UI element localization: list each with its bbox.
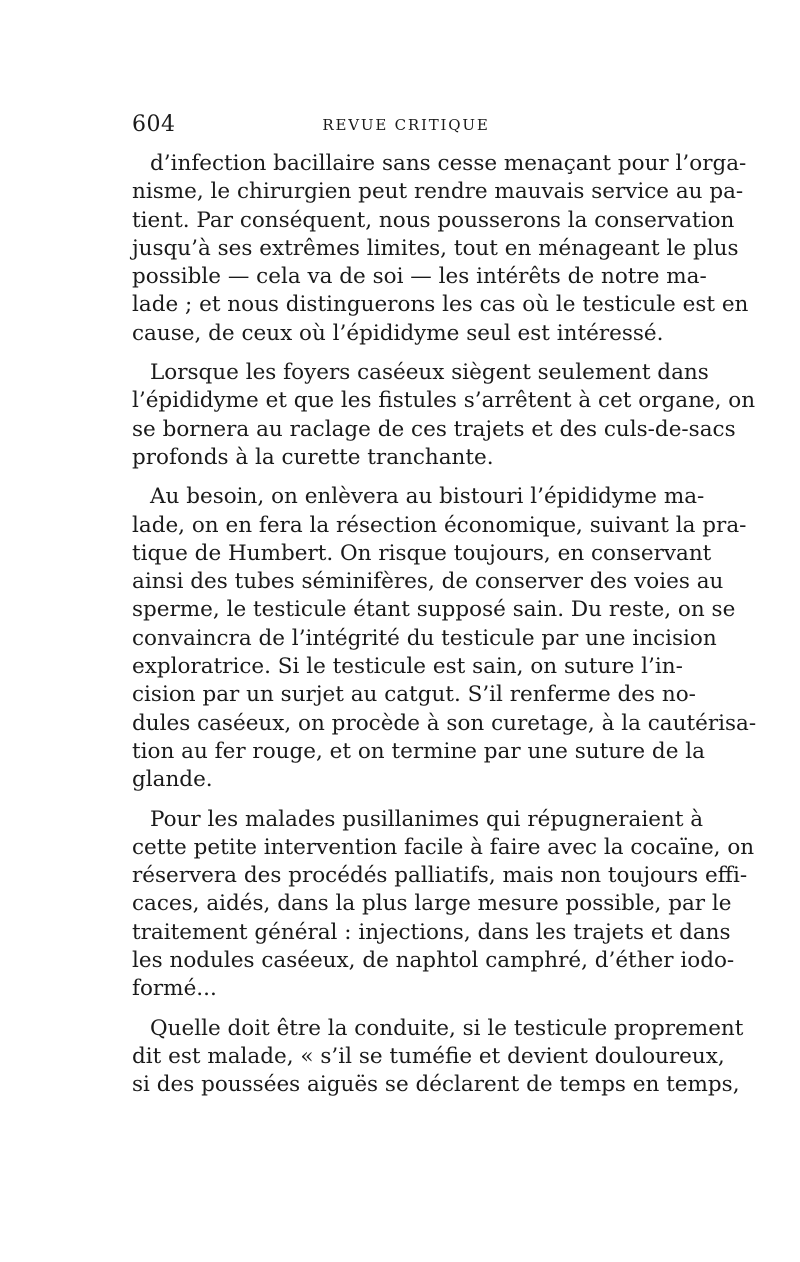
running-head — [132, 112, 680, 140]
text-line: convaincra de l’intégrité du testicule par une incision — [132, 625, 717, 651]
text-line: nisme, le chirurgien peut rendre mauvais service au pa- — [132, 179, 744, 205]
text-line: lade ; et nous distinguerons les cas où le testicule est en — [132, 292, 749, 318]
text-line: tion au fer rouge, et on termine par une suture de la — [132, 738, 705, 764]
text-line: dules caséeux, on procède à son curetage, à la cautérisa- — [132, 710, 757, 736]
text-line: traitement général : injections, dans les trajets et dans — [132, 919, 731, 945]
text-line: cause, de ceux où l’épididyme seul est intéressé. — [132, 320, 664, 346]
text-line: l’épididyme et que les fistules s’arrêtent à cet organe, on — [132, 388, 756, 414]
text-line: jusqu’à ses extrêmes limites, tout en ménageant le plus — [132, 235, 739, 261]
paragraph — [132, 483, 757, 794]
text-line: dit est malade, « s’il se tuméfie et devient douloureux, — [132, 1043, 725, 1069]
text-line: tique de Humbert. On risque toujours, en conservant — [132, 540, 712, 566]
text-line: tient. Par conséquent, nous pousserons la conservation — [132, 207, 735, 233]
text-line: Lorsque les foyers caséeux siègent seulement dans — [150, 360, 709, 386]
journal-title: REVUE CRITIQUE — [322, 116, 490, 134]
text-line: sperme, le testicule étant supposé sain. Du reste, on se — [132, 597, 736, 623]
text-line: exploratrice. Si le testicule est sain, on suture l’in- — [132, 654, 683, 680]
text-line: ainsi des tubes séminifères, de conserver des voies au — [132, 569, 724, 595]
text-line: Pour les malades pusillanimes qui répugneraient à — [150, 806, 704, 832]
paragraph — [132, 150, 749, 348]
text-line: se bornera au raclage de ces trajets et des culs-de-sacs — [132, 416, 736, 442]
body-text — [132, 150, 757, 1111]
paragraph — [132, 1015, 744, 1100]
text-line: lade, on en fera la résection économique, suivant la pra- — [132, 512, 747, 538]
text-line: cette petite intervention facile à faire avec la cocaïne, on — [132, 834, 755, 860]
text-line: profonds à la curette tranchante. — [132, 444, 494, 470]
paragraph — [132, 359, 756, 472]
text-line: glande. — [132, 767, 213, 793]
text-line: réservera des procédés palliatifs, mais non toujours effi- — [132, 863, 748, 889]
text-line: possible — cela va de soi — les intérêts de notre ma- — [132, 264, 707, 290]
paragraph — [132, 806, 755, 1004]
text-line: caces, aidés, dans la plus large mesure possible, par le — [132, 891, 732, 917]
text-line: Quelle doit être la conduite, si le testicule proprement — [150, 1015, 744, 1041]
text-line: cision par un surjet au catgut. S’il renferme des no- — [132, 682, 696, 708]
page-number: 604 — [132, 112, 176, 137]
text-line: si des poussées aiguës se déclarent de temps en temps, — [132, 1072, 740, 1098]
text-line: d’infection bacillaire sans cesse menaçant pour l’orga- — [150, 151, 747, 176]
text-line: Au besoin, on enlèvera au bistouri l’épididyme ma- — [150, 484, 705, 510]
text-line: les nodules caséeux, de naphtol camphré, d’éther iodo- — [132, 948, 735, 974]
text-line: formé... — [132, 976, 217, 1002]
